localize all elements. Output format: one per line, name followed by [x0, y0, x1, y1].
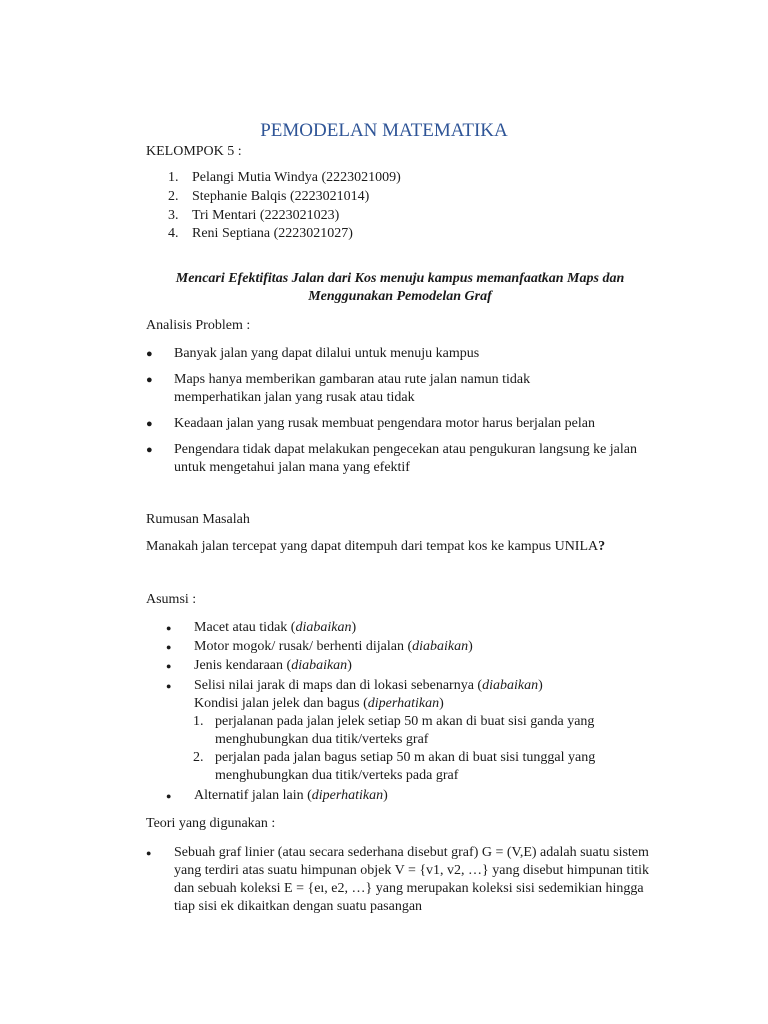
- theory-heading: Teori yang digunakan :: [146, 816, 276, 831]
- assumption-item: Selisi nilai jarak di maps dan di lokasi sebenarnya (diabaikan): [194, 678, 543, 693]
- member-name: Stephanie Balqis (2223021014): [192, 188, 370, 204]
- section-subtitle: Mencari Efektifitas Jalan dari Kos menuju kampus memanfaatkan Maps dan Menggunakan Pemodelan Graf: [175, 271, 625, 304]
- list-item: [166, 619, 656, 637]
- bullet-icon: ●: [146, 848, 152, 858]
- formulation-heading: Rumusan Masalah: [146, 512, 250, 527]
- analysis-item: Banyak jalan yang dapat dilalui untuk menuju kampus: [174, 346, 480, 361]
- list-item: [193, 713, 653, 749]
- list-item: [146, 345, 666, 363]
- analysis-item: Pengendara tidak dapat melakukan pengecekan atau pengukuran langsung ke jalan untuk mengetahui jalan mana yang efektif: [174, 442, 637, 475]
- assumptions-heading: Asumsi :: [146, 592, 197, 607]
- list-item: [166, 677, 656, 695]
- member-list: [146, 169, 401, 244]
- bullet-icon: ●: [146, 348, 153, 360]
- assumption-item: Macet atau tidak (diabaikan): [194, 620, 357, 635]
- assumption-continuation: Kondisi jalan jelek dan bagus (diperhatikan): [194, 696, 444, 711]
- theory-text: Sebuah graf linier (atau secara sederhana disebut graf) G = (V,E) adalah suatu sistem yang terdiri atas suatu himpunan objek V = {v1, v2, …} yang disebut himpunan titik dan sebuah koleksi E = {eı, e2, …} yang merupakan koleksi sisi sedemikian hingga tiap sisi ek dikaitkan dengan suatu pasangan: [174, 845, 649, 914]
- list-item: [166, 657, 656, 675]
- list-item: [146, 371, 576, 407]
- list-number: 1.: [193, 714, 204, 729]
- list-item: [146, 844, 661, 916]
- list-number: 4.: [168, 226, 179, 242]
- list-number: 2.: [168, 188, 179, 204]
- bullet-icon: ●: [146, 374, 153, 386]
- list-number: 3.: [168, 207, 179, 223]
- analysis-item: Maps hanya memberikan gambaran atau rute jalan namun tidak memperhatikan jalan yang rusak atau tidak: [174, 372, 531, 405]
- assumption-item: Jenis kendaraan (diabaikan): [194, 658, 352, 673]
- list-item: [146, 207, 401, 226]
- analysis-item: Keadaan jalan yang rusak membuat pengendara motor harus berjalan pelan: [174, 416, 595, 431]
- bullet-icon: ●: [166, 623, 172, 633]
- bullet-icon: ●: [166, 661, 172, 671]
- group-label: KELOMPOK 5 :: [146, 144, 242, 159]
- question-text: Manakah jalan tercepat yang dapat ditempuh dari tempat kos ke kampus UNILA: [146, 539, 599, 554]
- list-item: [193, 749, 653, 785]
- member-name: Pelangi Mutia Windya (2223021009): [192, 170, 401, 185]
- list-item: [166, 638, 656, 656]
- list-item: [166, 787, 656, 805]
- bullet-icon: ●: [166, 681, 172, 691]
- list-item: [146, 415, 666, 433]
- analysis-heading: Analisis Problem :: [146, 318, 251, 333]
- bullet-icon: ●: [166, 642, 172, 652]
- member-name: Reni Septiana (2223021027): [192, 226, 353, 242]
- question-mark: ?: [598, 539, 606, 554]
- list-number: 2.: [193, 750, 204, 765]
- formulation-question: [146, 538, 706, 556]
- list-item: [146, 188, 401, 207]
- assumption-item: Alternatif jalan lain (diperhatikan): [194, 788, 388, 803]
- list-item: [146, 441, 661, 477]
- document-title: PEMODELAN MATEMATIKA: [260, 120, 508, 141]
- bullet-icon: ●: [146, 418, 153, 430]
- sub-item-text: perjalan pada jalan bagus setiap 50 m akan di buat sisi tunggal yang menghubungkan dua titik/verteks pada graf: [215, 750, 596, 783]
- assumption-item: Motor mogok/ rusak/ berhenti dijalan (diabaikan): [194, 639, 473, 654]
- sub-item-text: perjalanan pada jalan jelek setiap 50 m akan di buat sisi ganda yang menghubungkan dua titik/verteks graf: [215, 714, 595, 747]
- member-name: Tri Mentari (2223021023): [192, 207, 340, 223]
- bullet-icon: ●: [146, 444, 153, 456]
- list-item: [146, 225, 401, 244]
- list-number: 1.: [168, 170, 179, 185]
- list-item: [146, 169, 401, 188]
- bullet-icon: ●: [166, 791, 172, 801]
